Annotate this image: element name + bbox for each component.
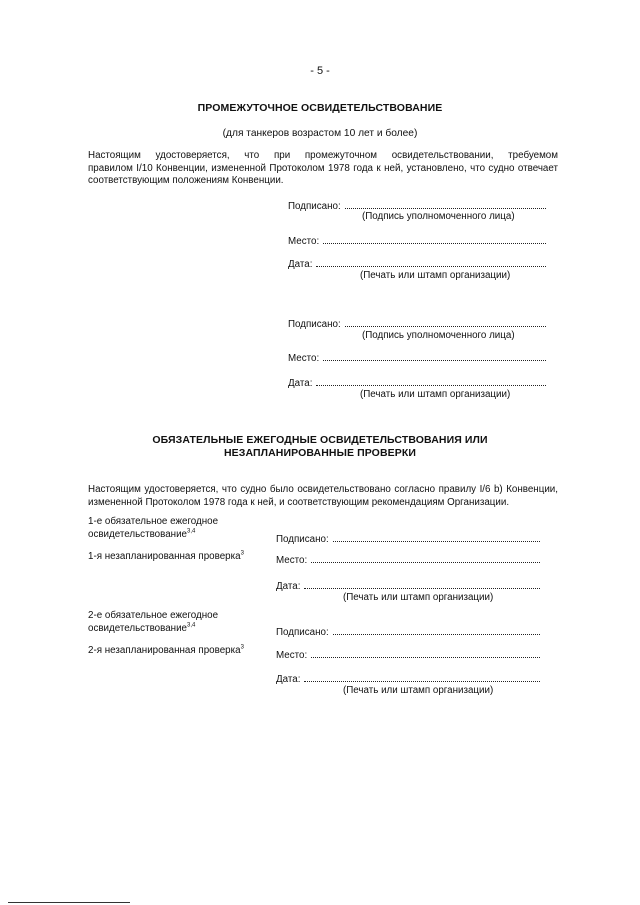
- intermediate-survey-subtitle: (для танкеров возрастом 10 лет и более): [222, 128, 418, 139]
- signature-line[interactable]: [345, 318, 546, 327]
- signature-line[interactable]: [333, 626, 540, 635]
- paragraph-line: Настоящим удостоверяется, что судно было освидетельствовано согласно правилу I/6 b) Конвенции,: [88, 484, 558, 495]
- annual-survey-label: [88, 516, 218, 541]
- place-label: Место:: [276, 555, 308, 566]
- annual-survey-title-line2: НЕЗАПЛАНИРОВАННЫЕ ПРОВЕРКИ: [224, 447, 416, 459]
- place-field[interactable]: [276, 649, 540, 663]
- date-label: Дата:: [288, 259, 313, 270]
- footnote-ref: 3,4: [187, 528, 196, 535]
- signed-label: Подписано:: [288, 201, 341, 212]
- place-field[interactable]: [288, 352, 546, 366]
- stamp-hint: (Печать или штамп организации): [360, 389, 511, 400]
- paragraph-line: соответствующим положениям Конвенции.: [88, 175, 284, 186]
- intermediate-certification-paragraph: [88, 150, 558, 188]
- intermediate-survey-title: ПРОМЕЖУТОЧНОЕ ОСВИДЕТЕЛЬСТВОВАНИЕ: [197, 102, 443, 114]
- paragraph-line: правилом I/10 Конвенции, измененной Протоколом 1978 года к ней, установлено, что судно отвечает: [88, 162, 558, 174]
- annual-survey-line2: освидетельствование: [88, 528, 187, 540]
- paragraph-line: измененной Протоколом 1978 года к ней, и соответствующим рекомендациям Организации.: [88, 496, 510, 508]
- stamp-hint: (Печать или штамп организации): [360, 270, 511, 281]
- footnote-ref: 3: [240, 550, 244, 557]
- annual-survey-title: ОБЯЗАТЕЛЬНЫЕ ЕЖЕГОДНЫЕ ОСВИДЕТЕЛЬСТВОВАНИЯ ИЛИ: [152, 434, 488, 446]
- signature-line[interactable]: [333, 533, 540, 542]
- paragraph-line: Настоящим удостоверяется, что при промежуточном освидетельствовании, требуемом: [88, 150, 558, 161]
- inspection-text: 2-я незапланированная проверка: [88, 645, 241, 656]
- inspection-text: 1-я незапланированная проверка: [88, 551, 241, 562]
- annual-survey-label: [88, 610, 218, 635]
- place-label: Место:: [276, 650, 308, 661]
- unscheduled-inspection-label: [88, 551, 244, 564]
- signature-field[interactable]: [276, 533, 540, 547]
- place-label: Место:: [288, 353, 320, 364]
- signed-label: Подписано:: [288, 319, 341, 330]
- annual-certification-paragraph: [88, 484, 558, 509]
- place-line[interactable]: [311, 554, 540, 563]
- stamp-hint: (Печать или штамп организации): [343, 685, 494, 696]
- date-line[interactable]: [316, 258, 546, 267]
- signature-field[interactable]: [276, 626, 540, 640]
- signed-label: Подписано:: [276, 627, 329, 638]
- date-line[interactable]: [304, 580, 540, 589]
- unscheduled-inspection-label: [88, 645, 244, 658]
- annual-survey-line1: 2-е обязательное ежегодное: [88, 610, 219, 621]
- annual-survey-line2: освидетельствование: [88, 622, 187, 634]
- footnote-separator: [8, 902, 130, 903]
- signature-hint: (Подпись уполномоченного лица): [362, 211, 515, 222]
- place-line[interactable]: [323, 352, 546, 361]
- date-line[interactable]: [304, 673, 540, 682]
- footnote-ref: 3,4: [187, 622, 196, 629]
- place-label: Место:: [288, 236, 320, 247]
- signed-label: Подписано:: [276, 534, 329, 545]
- footnote-ref: 3: [240, 644, 244, 651]
- signature-hint: (Подпись уполномоченного лица): [362, 330, 515, 341]
- annual-survey-line1: 1-е обязательное ежегодное: [88, 516, 219, 527]
- signature-line[interactable]: [345, 200, 546, 209]
- date-label: Дата:: [288, 378, 313, 389]
- date-label: Дата:: [276, 581, 301, 592]
- place-field[interactable]: [276, 554, 540, 568]
- place-line[interactable]: [323, 235, 546, 244]
- page-number: - 5 -: [310, 65, 330, 77]
- stamp-hint: (Печать или штамп организации): [343, 592, 494, 603]
- date-line[interactable]: [316, 377, 546, 386]
- date-label: Дата:: [276, 674, 301, 685]
- place-field[interactable]: [288, 235, 546, 249]
- place-line[interactable]: [311, 649, 540, 658]
